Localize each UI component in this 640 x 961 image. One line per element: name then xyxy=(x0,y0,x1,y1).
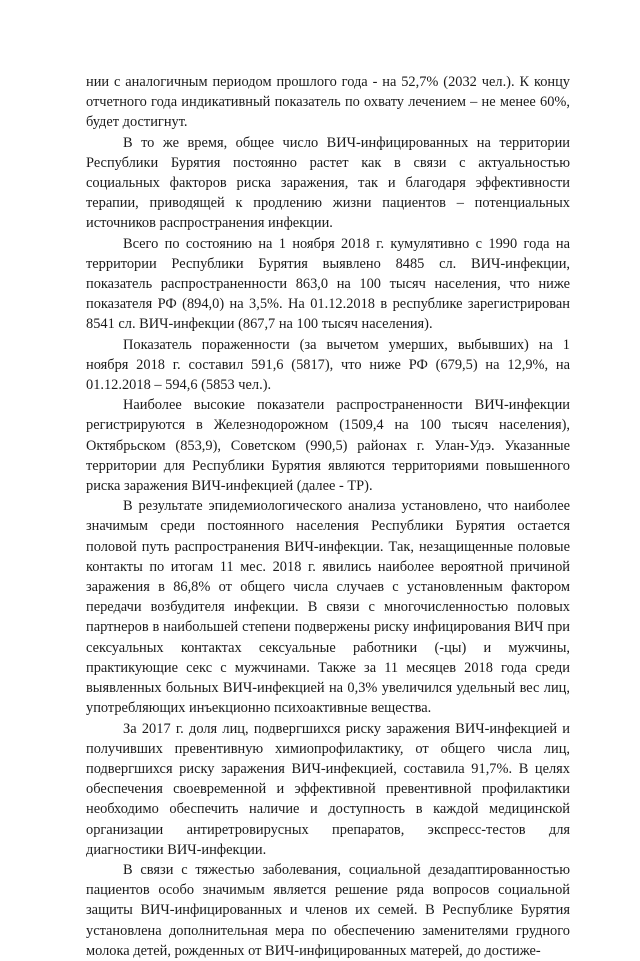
paragraph-transmission-analysis: В результате эпидемиологического анализа установлено, что наиболее значимым среди постоянного населения Республики Бурятия остается половой путь распространения ВИЧ-инфекции. Так, незащищенные половые контакты по итогам 11 мес. 2018 г. явились наиболее вероятной причиной заражения в 86,8% от общего числа случаев с установленным фактором передачи возбудителя инфекции. В связи с многочисленностью половых партнеров в наибольшей степени подвержены риску инфицирования ВИЧ при сексуальных контактах сексуальные работники (-цы) и мужчины, практикующие секс с мужчинами. Также за 11 месяцев 2018 года среди выявленных больных ВИЧ-инфекцией на 0,3% увеличился удельный вес лиц, употребляющих инъекционно психоактивные вещества. xyxy=(86,498,570,717)
paragraph-high-risk-districts: Наиболее высокие показатели распространенности ВИЧ-инфекции регистрируются в Железнодорожном (1509,4 на 100 тысяч населения), Октябрьском (853,9), Советском (990,5) районах г. Улан-Удэ. Указанные территории для Республики Бурятия являются территориями повышенного риска заражения ВИЧ-инфекцией (далее - ТР). xyxy=(86,397,570,495)
paragraph-hiv-growth: В то же время, общее число ВИЧ-инфицированных на территории Республики Бурятия постоянно растет как в связи с актуальностью социальных факторов риска заражения, так и благодаря эффективности терапии, приводящей к продлению жизни пациентов – потенциальных источников распространения инфекции. xyxy=(86,134,570,232)
paragraph-continuation: нии с аналогичным периодом прошлого года - на 52,7% (2032 чел.). К концу отчетного года индикативный показатель по охвату лечением – не менее 60%, будет достигнут. xyxy=(86,74,570,131)
paragraph-prevalence-rate: Показатель пораженности (за вычетом умерших, выбывших) на 1 ноября 2018 г. составил 591,6 (5817), что ниже РФ (679,5) на 12,9%, на 01.12.2018 – 594,6 (5853 чел.). xyxy=(86,336,570,394)
paragraph-chemoprophylaxis: За 2017 г. доля лиц, подвергшихся риску заражения ВИЧ-инфекцией и получивших превентивную химиопрофилактику, от общего числа лиц, подвергшихся риску заражения ВИЧ-инфекцией, составила 91,7%. В целях обеспечения своевременной и эффективной превентивной профилактики необходимо обеспечить наличие и доступность в каждой медицинской организации антиретровирусных препаратов, экспресс-тестов для диагностики ВИЧ-инфекции. xyxy=(86,720,570,858)
paragraph-social-protection: В связи с тяжестью заболевания, социальной дезадаптированностью пациентов особо значимым является решение ряда вопросов социальной защиты ВИЧ-инфицированных и членов их семей. В Республике Бурятия установлена дополнительная мера по обеспечению заменителями грудного молока детей, рожденных от ВИЧ-инфицированных матерей, до достиже- xyxy=(86,861,570,959)
document-page xyxy=(86,72,570,961)
paragraph-cumulative-cases: Всего по состоянию на 1 ноября 2018 г. кумулятивно с 1990 года на территории Республики Бурятия выявлено 8485 сл. ВИЧ-инфекции, показатель распространенности 863,0 на 100 тысяч населения, что ниже показателя РФ (894,0) на 3,5%. На 01.12.2018 в республике зарегистрирован 8541 сл. ВИЧ-инфекции (867,7 на 100 тысяч населения). xyxy=(86,235,570,333)
